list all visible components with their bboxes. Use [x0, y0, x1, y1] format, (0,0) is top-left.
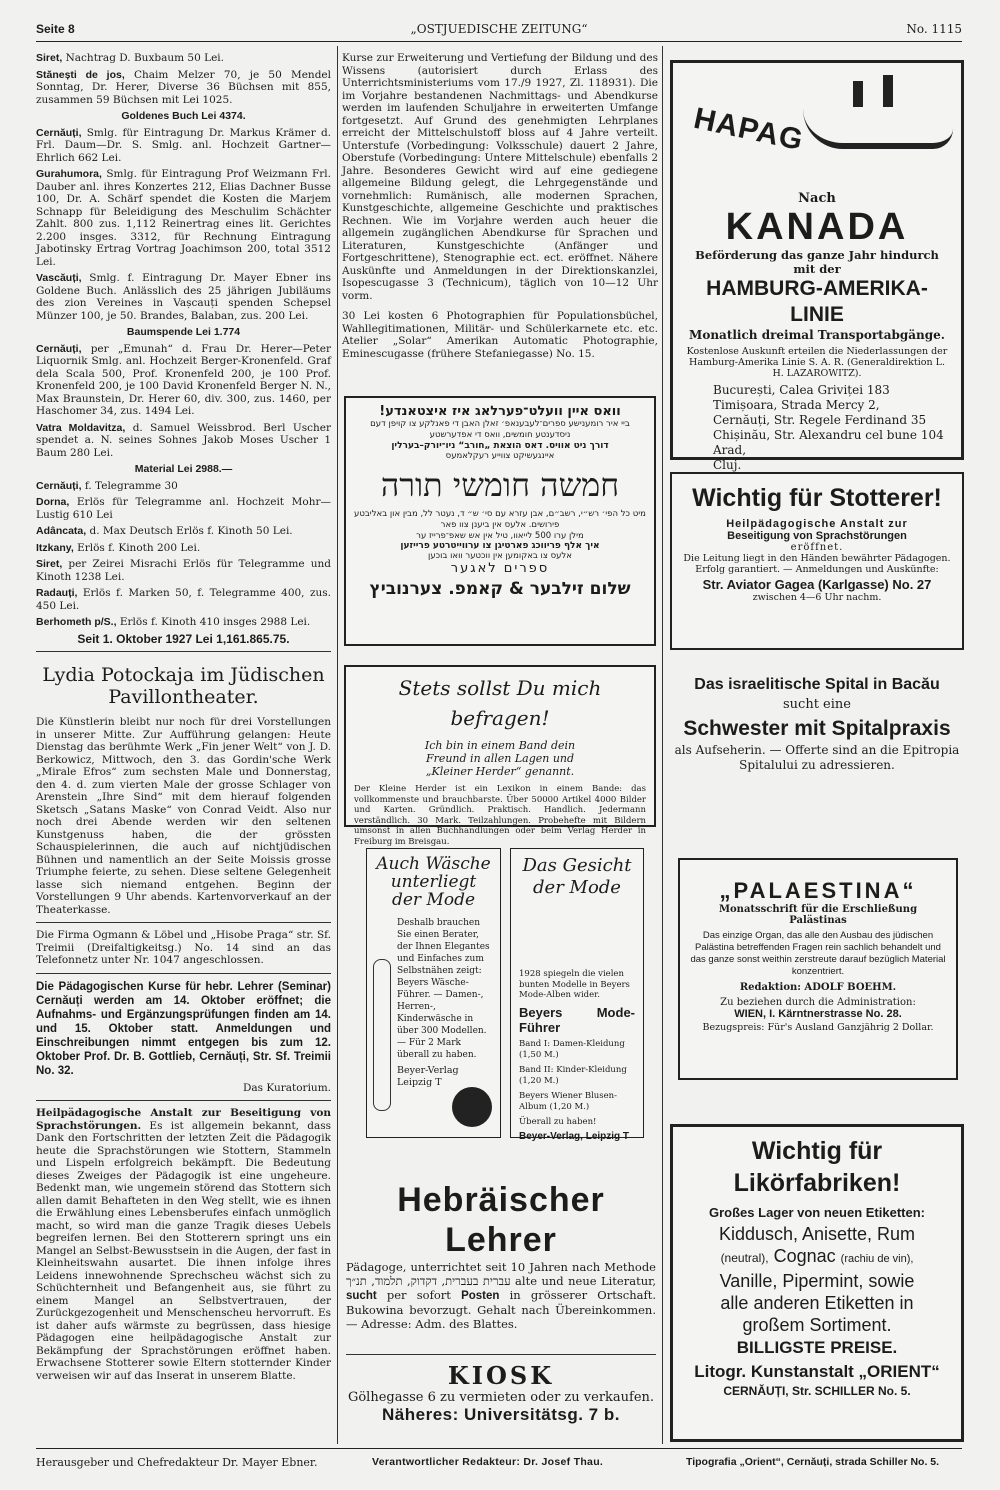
- kiosk-ad: KIOSK Gölhegasse 6 zu vermieten oder zu verkaufen. Näheres: Universitätsg. 7 b.: [346, 1354, 656, 1425]
- page-header: [36, 22, 962, 42]
- likoer-ad: Wichtig für Likörfabriken! Großes Lager von neuen Etiketten: Kiddusch, Anisette, Rum (neutral), Cognac (rachiu de vin), Vanille, Pipermint, sowie alle anderen Etiketten in großem Sortiment. BILLIGSTE PREISE. Litogr. Kunstanstalt „ORIENT“ CERNĂUȚI, Str. SCHILLER No. 5.: [670, 1124, 964, 1442]
- footer-publisher: Herausgeber und Chefredakteur Dr. Mayer Ebner.: [36, 1456, 318, 1469]
- entry-siret: Siret, Nachtrag D. Buxbaum 50 Lei.: [36, 52, 224, 64]
- page-label: Seite 8: [36, 22, 75, 36]
- column-divider: [337, 46, 338, 1444]
- entry-dorna: Dorna, Erlös für Telegramme anl. Hochzeit Mohr—Lustig 610 Lei: [36, 496, 331, 521]
- column-divider: [662, 46, 663, 1444]
- ship-funnel: [853, 81, 863, 107]
- entry-siret-2: Siret, per Zeirei Misrachi Erlös für Telegramme und Kinoth 1238 Lei.: [36, 558, 331, 583]
- photo-notice: 30 Lei kosten 6 Photographien für Populationsbüchel, Wahllegitimationen, Militär- und Schülerkarnete etc. etc. Atelier „Solar“ Amerikan Automatic Photographie, Eminescugasse (frühere Stefaniegasse) No. 15.: [342, 310, 658, 360]
- section-heading: Goldenes Buch Lei 4374.: [121, 110, 246, 122]
- footer-editor: Verantwortlicher Redakteur: Dr. Josef Thau.: [372, 1456, 604, 1468]
- ship-logo: [683, 73, 951, 191]
- header-rule: [36, 41, 962, 42]
- issue-number: No. 1115: [906, 22, 962, 36]
- stotterer-ad: Wichtig für Stotterer! Heilpädagogische Anstalt zur Beseitigung von Sprachstörungen eröffnet. Die Leitung liegt in den Händen bewährter Pädagogen. Erfolg garantiert. — Anmeldungen und Auskünfte: Str. Aviator Gagea (Karlgasse) No. 27 zwischen 4—6 Uhr nachm.: [670, 472, 964, 650]
- address-list: București, Calea Griviței 183 Timișoara, Strada Mercy 2, Cernăuți, Str. Regele Ferdinand 35 Chișinău, Str. Alexandru cel bune 104 Arad, Cluj.: [713, 383, 944, 472]
- bildung-kurse: Kurse zur Erweiterung und Vertiefung der Bildung und des Wissens (autorisiert durch Erlass des Unterrichtsministeriums vom 17./9 1927, Zl. 118931). Die im Vorjahre bestandenen Nachmittags- und Abendkurse werden im laufenden Schuljahre in erweiterten Umfange fortgesetzt. Auf Grund des genehmigten Lehrplanes erreicht der Mittelschulstoff bloss auf 4 Jahre verteilt. Unterstufe (Vorbedingung: Volksschule) dauert 2 Jahre, Oberstufe (Vorbedingung: Untere Mittelschule) ebenfalls 2 Jahre. Besonderes Gewicht wird auf eine gediegene allgemeine Bildung gelegt, die Lehrgegenstände und vornehmlich: Rumänisch, alle modernen Sprachen, Kunstgeschichte, allgemeine Geschichte und praktisches Rechnen. Wie im Vorjahre werden auch heuer die allgemein zugänglichen Abendkurse für Sprachen und Literaturen, Kunstgeschichte (Anfänger und Fortgeschrittene), Stenographie ect. ect. eröffnet. Nähere Auskünfte und Anmeldungen in der Direktionskanzlei, Isopescugasse 3 (Technicum), täglich von 10—12 Uhr vorm.: [342, 52, 658, 302]
- entry-vatra: Vatra Moldavitza, d. Samuel Weissbrod. Berl Uscher spendet a. N. seines Sohnes Jakob Moses Uscher 1 Baum 280 Lei.: [36, 421, 331, 459]
- ship-funnel: [883, 75, 893, 107]
- palaestina-ad: „PALAESTINA“ Monatsschrift für die Erschließung Palästinas Das einzige Organ, das alle den Ausbau des jüdischen Palästina betreffenden Fragen rein sachlich behandelt und das ganze sonst weithin zerstreute darauf bezüglich Material konzentriert. Redaktion: ADOLF BOEHM. Zu beziehen durch die Administration: WIEN, I. Kärntnerstrasse No. 28. Bezugspreis: Für's Ausland Ganzjährig 2 Dollar.: [678, 858, 958, 1080]
- entry-berhometh: Berhometh p/S., Erlös f. Kinoth 410 insges 2988 Lei.: [36, 616, 311, 628]
- footer-printer: Tipografia „Orient“, Cernăuți, strada Schiller No. 5.: [686, 1456, 940, 1468]
- section-heading: Material Lei 2988.—: [134, 463, 233, 475]
- hapag-logo: HAPAG: [690, 101, 807, 158]
- entry-vascauti: Vascăuți, Smlg. f. Eintragung Dr. Mayer Ebner ins Goldene Buch. Anlässlich des 25 jährigen Jubiläums des zion Vereines in Vașcauți spenden Schepsel Münzer 100, je 50. Brandes, Balaban, zus. 200 Lei.: [36, 272, 331, 322]
- entry-gurahumora: Gurahumora, Smlg. für Eintragung Prof Weizmann Frl. Dauber anl. ihres Konzertes 212, Elias Dachner Busse 100, Dr. A. Schärf spendet die Kosten die Marjem Schnapp für Beleidigung des Meschulim Schächter Zahlt. 800 zus. 1,112 Reinertrag eines lit. Gerichtes 2.200 insges. 3312, für Rechnung Eintragung Jabotinsky Ertrag Vortrag Joachimson 200, total 3512 Lei.: [36, 168, 331, 268]
- ship-icon: [803, 103, 953, 149]
- entry-cernauti-3: Cernăuți, f. Telegramme 30: [36, 479, 178, 492]
- kurse-notice: Die Pädagogischen Kurse für hebr. Lehrer (Seminar) Cernăuți werden am 14. Oktober eröffnet; die Aufnahms- und Ergänzungsprüfungen finden am 14. und 15. Oktober statt. Anmeldungen und Einschreibungen nimmt entgegen bis zum 12. Oktober Prof. Dr. B. Gottlieb, Cernăuți, Str. Sf. Treimii No. 32.: [36, 980, 331, 1077]
- entry-stanesti: Stănești de jos, Chaim Melzer 70, je 50 Mendel Sonntag, Dr. Herer, Diverse 36 Büchsen mit 855, zusammen 59 Büchsen mit Lei 1025.: [36, 68, 331, 106]
- lydia-article: Die Künstlerin bleibt nur noch für drei Vorstellungen in unserer Mitte. Zur Aufführung gelangen: Heute Dienstag das berühmte Werk „Fin jener Welt“ von J. D. Berkowicz, Mittwoch, den 3. das Gordin'sche Werk „Mirale Efros“ zum sechsten Male und Donnerstag, den 4. d. zum vierten Male der grosse Schlager von Arenstein „Ihre Sind“ mit dem hierauf folgenden Sketsch „Satans Maske“ von Conrad Veidt. Also nur noch drei Abende werden wir den seltenen Kunstgenuss haben, die der grössten Schauspielerinnen, die auch auf nichtjüdischen Bühnen und namentlich an der Seite Moissis grosse Triumphe feierte, zu sehen. Diese seltene Gelegenheit lasse sich niemand entgehen. Beginn der Vorstellungen 9 Uhr abends. Kartenvorverkauf an der Theaterkasse.: [36, 716, 331, 916]
- firma-notice: Die Firma Ogmann & Löbel und „Hisobe Praga“ str. Sf. Treimii (Dreifaltigkeitsg.) No. 14 sind an das Telefonnetz unter Nr. 1047 angeschlossen.: [36, 929, 331, 966]
- heil-article: Heilpädagogische Anstalt zur Beseitigung von Sprachstörungen. Es ist allgemein bekannt, dass Dank den Fortschritten der letzten Zeit die Pädagogik heute die Sprachstörungen wie Stottern, Stammeln und Lispeln erfolgreich bekämpft. Die Bedeutung dieses Zweiges der Pädagogik ist eine ungeheure. Bedenkt man, wie ungemein störend das Stottern sich allen damit Behafteten in den Weg stellt, wie es ihnen die Erwählung eines Lebensberufes einfach unmöglich macht, so wird man die ganze Tragik dieses Uebels begreifen lernen. Bei den Stotterern springt uns ein Mangel an Selbst-Bewusstsein in die Augen, der fast in Kleinheitswahn ausartet. Die ihnen infolge ihres Leidens innewohnende Sprechscheu wächst sich zu Schüchternheit und Befangenheit aus, sie führt zu einem Mangel an Selbstvertrauen, der Zurückgezogenheit und Menschenscheu hervorruft. Es ist daher aufs wärmste zu begrüssen, dass hiesige Pädagogen eine heilpädagogische Anstalt zur Bekämpfung der Sprachstörungen eröffnet haben. Erwachsene Stotterer sowie Eltern stotternder Kinder verweisen wir auf das Inserat in unserem Blatte.: [36, 1107, 331, 1382]
- divider: [36, 1100, 331, 1101]
- entry-itzkany: Itzkany, Erlös f. Kinoth 200 Lei.: [36, 541, 201, 554]
- chumash-title: חמשה חומשי תורה: [380, 466, 620, 504]
- entry-cernauti: Cernăuți, Smlg. für Eintragung Dr. Markus Krämer d. Frl. Daum—Dr. S. Smlg. anl. Hochzeit Gartner—Ehrlich 662 Lei.: [36, 126, 331, 164]
- spital-ad: Das israelitische Spital in Bacău sucht eine Schwester mit Spitalpraxis als Aufseherin. — Offerte sind an die Epitropia Spitalului zu adressieren.: [674, 676, 960, 772]
- decorative-dot: [452, 1087, 492, 1127]
- lydia-headline: Lydia Potockaja im Jüdischen Pavillontheater.: [42, 664, 325, 708]
- lehrer-ad: Hebräischer Lehrer Pädagoge, unterrichtet seit 10 Jahren nach Methode עברית בעברית, דקדוק, תלמוד, תנ״ך alte und neue Literatur, sucht per sofort Posten in grösserer Ortschaft. Bukowina bevorzugt. Gehalt nach Übereinkommen. — Adresse: Adm. des Blattes.: [346, 1181, 656, 1331]
- hebrew-chumash-ad: וואס איין וועלט־פערלאג איז איצטאנדע! ביי איר רומענישע ספרים־לעבענאפ׳ זאלן האבן די פאנלקע צו קויפן דעם ניסדענטע חומשים, וואס די אפדערשטע דורך ניט אוויס. דאס הוצאת „חורב“ ניו־יורק–בערלין איינגעשיקט צווייע רעקלאמעס חמשה חומשי תורה מיט כל הפי׳ רש״י, רשב״ם, אבן עזרא עם סי׳ ש״ ד, נעטר לל, מבין און באליבטע פירושים. אלעס אין ביענן צוו פאר מילן ערו 500 לייאוו, טיל אין אש שאפ־פרייז ער איך אלף פריווכג פארטיגן צו ערווייטרטע פרייזען אלעס צו באקומען אין ווכטער וואו בוכען ספרים לאגער שלום זילבער & קאמפ. צערנוביץ: [344, 396, 656, 646]
- herder-ad: Stets sollst Du mich befragen! Ich bin in einem Band dein Freund in allen Lagen und „Kleiner Herder“ genannt. Der Kleine Herder ist ein Lexikon in einem Bande: das vollkommenste und brauchbarste. Über 50000 Artikel 4000 Bilder und Karten. Gründlich. Praktisch. Handlich. Jedermann verständlich. 30 Mark. Teilzahlungen. Probehefte mit Bildern umsonst in allen Buchhandlungen oder beim Verlag Herder in Freiburg im Breisgau.: [344, 665, 656, 827]
- illustration: [373, 959, 391, 1111]
- entry-cernauti-2: Cernăuți, per „Emunah“ d. Frau Dr. Herer—Peter Liquornik Smlg. anl. Hochzeit Berger-Kronenfeld. Graf dela Scala 500, Prof. Kronenfeld 200, je 100 Prof. Kronenfeld 200, je 100 David Kronenfeld Berger N. N., Max Braunstein, Dr. Herer 60, div. 300, zus. 1460, per Haschomer 34, zus. 1494 Lei.: [36, 342, 331, 417]
- divider: [36, 651, 331, 652]
- footer-rule: [36, 1448, 962, 1449]
- column-left: [36, 52, 331, 1444]
- waesche-ad: Auch Wäsche unterliegt der Mode Deshalb brauchen Sie einen Berater, der Ihnen Elegantes und Einfaches zum Selbstnähen zeigt: Beyers Wäsche-Führer. — Damen-, Herren-, Kinderwäsche in über 300 Modellen. — Für 2 Mark überall zu haben. Beyer-Verlag Leipzig T: [366, 848, 501, 1138]
- mode-ad: Das Gesicht der Mode 1928 spiegeln die vielen bunten Modelle in Beyers Mode-Alben wider. Beyers Mode-Führer Band I: Damen-Kleidung (1,50 M.) Band II: Kinder-Kleidung (1,20 M.) Beyers Wiener Blusen-Album (1,20 M.) Überall zu haben! Beyer-Verlag, Leipzig T: [510, 848, 644, 1138]
- hapag-ad: HAPAG Nach KANADA Beförderung das ganze Jahr hindurch mit der HAMBURG-AMERIKA-LINIE Monatlich dreimal Transportabgänge. Kostenlose Auskunft erteilen die Niederlassungen der Hamburg-Amerika Linie S. A. R. (Generaldirektion L. H. LAZAROWITZ). București, Calea Griviței 183 Timișoara, Strada Mercy 2, Cernăuți, Str. Regele Ferdinand 35 Chișinău, Str. Alexandru cel bune 104 Arad, Cluj.: [670, 60, 964, 460]
- kuratorium-sign: Das Kuratorium.: [242, 1081, 331, 1094]
- entry-adancata: Adâncata, d. Max Deutsch Erlös f. Kinoth 50 Lei.: [36, 525, 293, 537]
- section-heading: Baumspende Lei 1.774: [126, 326, 241, 338]
- entry-radauti: Radauți, Erlös f. Marken 50, f. Telegramme 400, zus. 450 Lei.: [36, 587, 331, 612]
- divider: [36, 973, 331, 974]
- grand-total: Seit 1. Oktober 1927 Lei 1,161.865.75.: [77, 631, 290, 646]
- divider: [36, 922, 331, 923]
- newspaper-title: „OSTJUEDISCHE ZEITUNG“: [410, 22, 588, 36]
- illustration: [519, 909, 635, 969]
